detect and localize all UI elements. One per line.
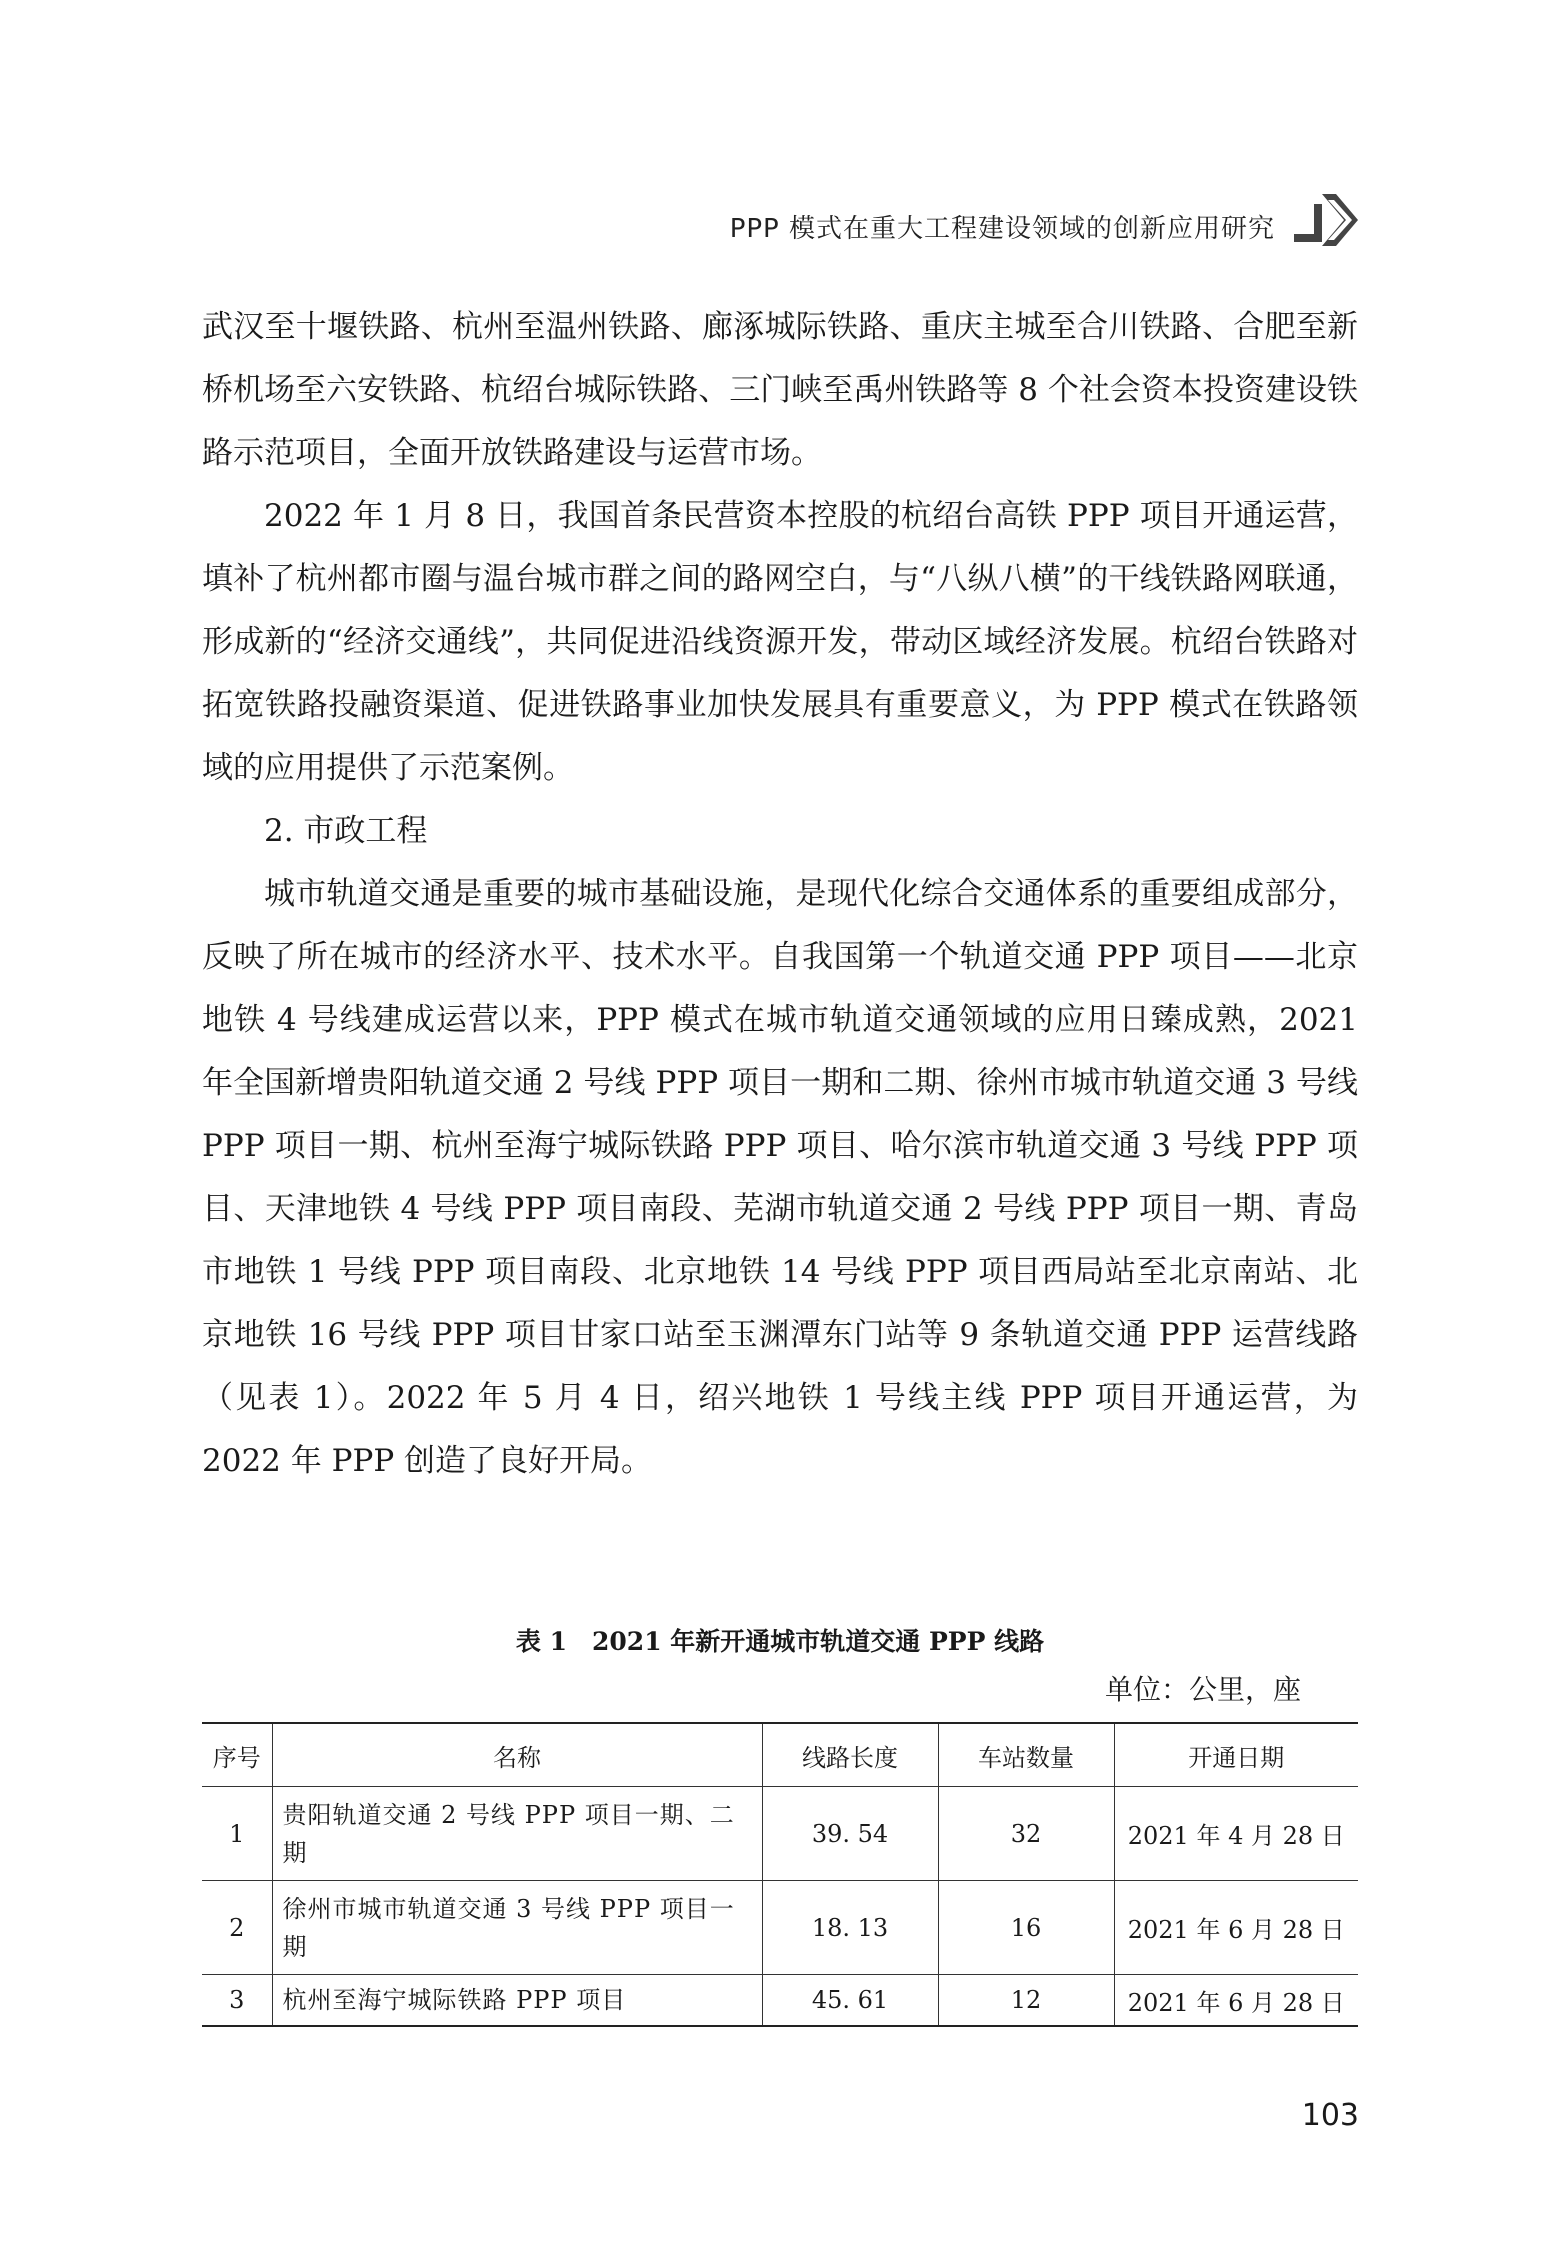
- table-cell: 3: [202, 1975, 272, 2027]
- data-table: [202, 1722, 1358, 2027]
- header-cell: 开通日期: [1114, 1723, 1358, 1787]
- table-row: [202, 1975, 1358, 2027]
- table-cell: 12: [938, 1975, 1114, 2027]
- table-cell: 45. 61: [762, 1975, 938, 2027]
- table-cell: 1: [202, 1787, 272, 1881]
- table-cell: 2021 年 6 月 28 日: [1114, 1975, 1358, 2027]
- table-row: [202, 1787, 1358, 1881]
- table-row: [202, 1881, 1358, 1975]
- table-cell: 贵阳轨道交通 2 号线 PPP 项目一期、二期: [272, 1787, 762, 1881]
- paragraph-continuation: 武汉至十堰铁路、杭州至温州铁路、廊涿城际铁路、重庆主城至合川铁路、合肥至新桥机场至六安铁路、杭绍台城际铁路、三门峡至禹州铁路等 8 个社会资本投资建设铁路示范项目，全面开放铁路建设与运营市场。: [202, 309, 1358, 471]
- header-cell: 车站数量: [938, 1723, 1114, 1787]
- header-cell: 线路长度: [762, 1723, 938, 1787]
- page-number: 103: [1301, 2098, 1359, 2133]
- table-unit: 单位：公里，座: [1104, 1673, 1301, 1706]
- paragraph-hangshaotai: 2022 年 1 月 8 日，我国首条民营资本控股的杭绍台高铁 PPP 项目开通运营，填补了杭州都市圈与温台城市群之间的路网空白，与“八纵八横”的干线铁路网联通，形成新的“经济交通线”，共同促进沿线资源开发，带动区域经济发展。杭绍台铁路对拓宽铁路投融资渠道、促进铁路事业加快发展具有重要意义，为 PPP 模式在铁路领域的应用提供了示范案例。: [202, 498, 1358, 786]
- header-cell: 序号: [202, 1723, 272, 1787]
- table-cell: 2: [202, 1881, 272, 1975]
- table-cell: 39. 54: [762, 1787, 938, 1881]
- table-cell: 徐州市城市轨道交通 3 号线 PPP 项目一期: [272, 1881, 762, 1975]
- chapter-arrow-icon: [1292, 190, 1360, 250]
- table-cell: 2021 年 4 月 28 日: [1114, 1787, 1358, 1881]
- table-cell: 32: [938, 1787, 1114, 1881]
- section-heading: 2. 市政工程: [264, 813, 428, 849]
- table-caption: 表 1 2021 年新开通城市轨道交通 PPP 线路: [515, 1627, 1045, 1656]
- table-header-row: [202, 1723, 1358, 1787]
- table-cell: 2021 年 6 月 28 日: [1114, 1881, 1358, 1975]
- body-text: [202, 296, 1358, 1493]
- running-header: PPP 模式在重大工程建设领域的创新应用研究: [729, 214, 1275, 244]
- table-cell: 杭州至海宁城际铁路 PPP 项目: [272, 1975, 762, 2027]
- table-cell: 16: [938, 1881, 1114, 1975]
- paragraph-urban-rail: 城市轨道交通是重要的城市基础设施，是现代化综合交通体系的重要组成部分，反映了所在城市的经济水平、技术水平。自我国第一个轨道交通 PPP 项目——北京地铁 4 号线建成运营以来，PPP 模式在城市轨道交通领域的应用日臻成熟，2021 年全国新增贵阳轨道交通 2 号线 PPP 项目一期和二期、徐州市城市轨道交通 3 号线 PPP 项目一期、杭州至海宁城际铁路 PPP 项目、哈尔滨市轨道交通 3 号线 PPP 项目、天津地铁 4 号线 PPP 项目南段、芜湖市轨道交通 2 号线 PPP 项目一期、青岛市地铁 1 号线 PPP 项目南段、北京地铁 14 号线 PPP 项目西局站至北京南站、北京地铁 16 号线 PPP 项目甘家口站至玉渊潭东门站等 9 条轨道交通 PPP 运营线路（见表 1）。2022 年 5 月 4 日，绍兴地铁 1 号线主线 PPP 项目开通运营，为 2022 年 PPP 创造了良好开局。: [202, 876, 1358, 1479]
- table-cell: 18. 13: [762, 1881, 938, 1975]
- header-cell: 名称: [272, 1723, 762, 1787]
